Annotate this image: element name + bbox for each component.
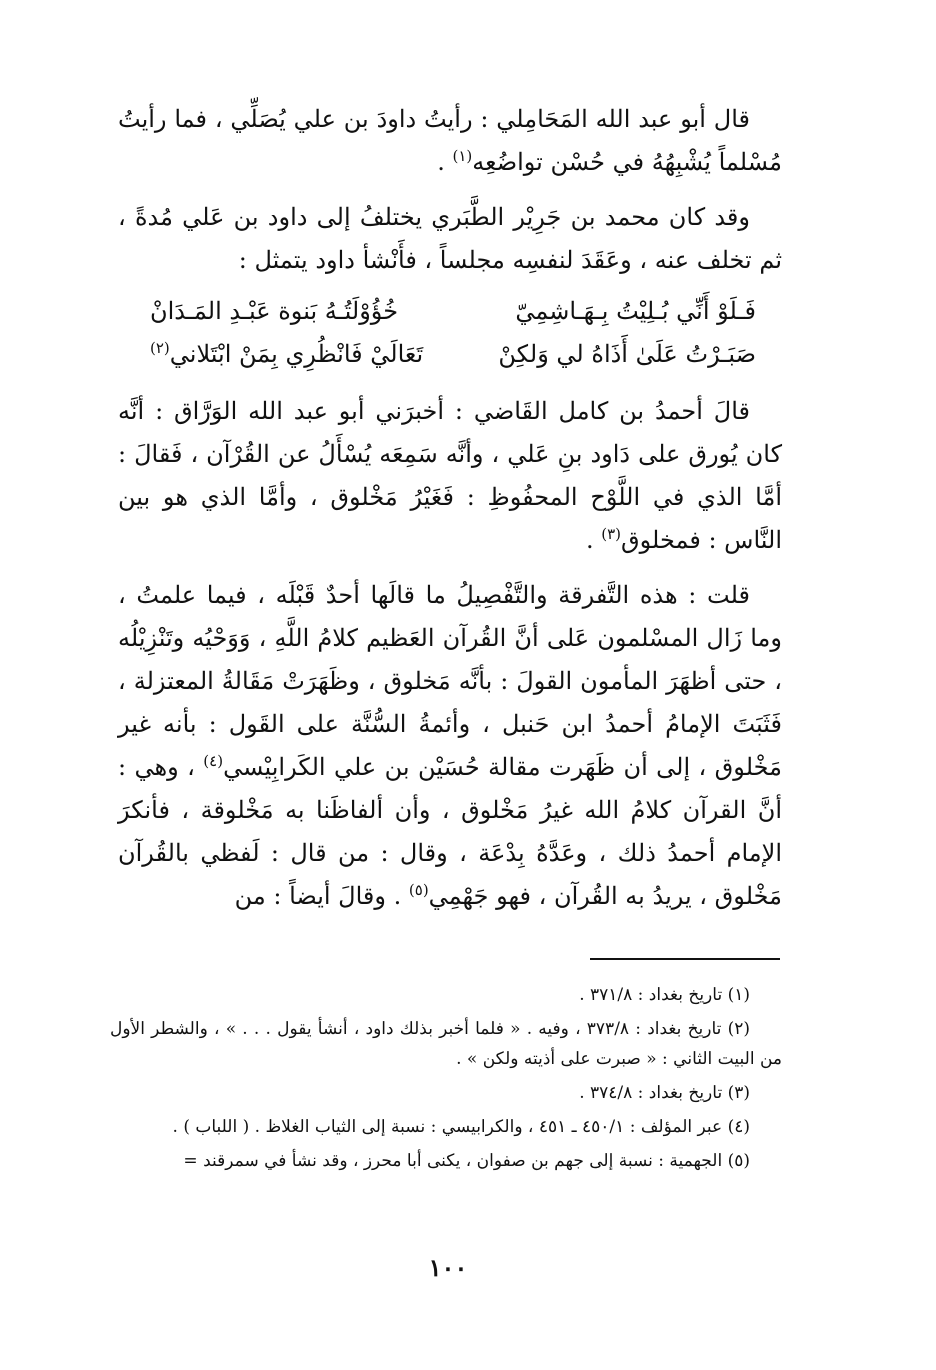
footnote-1: (١) تاريخ بغداد : ٣٧١/٨ . xyxy=(579,985,750,1005)
footnote-ref-1[interactable]: (١) xyxy=(452,147,473,165)
paragraph-3-text: قالَ أحمدُ بن كامل القَاضي : أخبرَني أبو عبد الله الوَرَّاق : أنَّه كان يُورق على دَاود بنِ عَلي ، وأنَّه سَمِعَه يُسْأَلُ عن القُرْآن ، فَقالَ : أمَّا الذي في اللَّوْح المحفُوظِ : فَغَيْرُ مَخْلوق ، وأمَّا الذي هو بين النَّاس : فمخلوق xyxy=(118,397,782,554)
footnote-4: (٤) عبر المؤلف : ٤٥٠/١ ـ ٤٥١ ، والكرابيسي : نسبة إلى الثياب الغلاظ . ( اللباب ) . xyxy=(172,1117,750,1137)
paragraph-1 xyxy=(118,98,782,184)
footnote-5: (٥) الجهمية : نسبة إلى جهم بن صفوان ، يكنى أبا محرز ، وقد نشأ في سمرقند = xyxy=(183,1151,750,1171)
verse-1 xyxy=(118,290,782,333)
paragraph-4 xyxy=(118,574,782,918)
footnotes xyxy=(110,980,782,1180)
paragraph-3 xyxy=(118,390,782,562)
footnote-ref-3[interactable]: (٣) xyxy=(601,525,622,543)
footnote-ref-5[interactable]: (٥) xyxy=(408,881,429,899)
verse-2-first-hemistich: صَبَـرْتُ عَلَىٰ أَذَاهُ لي وَلكِنْ xyxy=(498,340,756,368)
verse-1-second-hemistich: خُؤُوْلَتُـهُ بَنوة عَبْـدِ المَـدَانْ xyxy=(150,297,399,325)
verse-2 xyxy=(118,333,782,376)
paragraph-1-text: قال أبو عبد الله المَحَامِلي : رأيتُ داودَ بن علي يُصَلِّي ، فما رأيتُ مُسْلماً يُشْبِهُهُ في حُسْن تواضُعِه xyxy=(118,105,782,176)
paragraph-2-text: وقد كان محمد بن جَرِيْر الطَّبَري يختلفُ إلى داود بن عَلي مُدةً ، ثم تخلف عنه ، وعَقَدَ لنفسِه مجلساً ، فأَنْشأ داود يتمثل : xyxy=(118,203,782,274)
paragraph-3-end: . xyxy=(585,526,602,554)
paragraph-4-end: . وقالَ أيضاً : من xyxy=(234,882,409,910)
poem xyxy=(118,290,782,376)
paragraph-1-end: . xyxy=(437,148,453,176)
paragraph-4-text: قلت : هذه التَّفرقة والتَّفْصِيلُ ما قالَها أحدٌ قَبْلَه ، فيما علمتُ ، وما زَال المسْلمون عَلى أنَّ القُرآن العَظيم كلامُ اللَّهِ ، وَوَحْيُه وتَنْزِيْلُه ، حتى أظهَرَ المأمون القولَ : بأنَّه مَخلوق ، وظَهَرَتْ مَقَالةُ المعتزلة ، فَثَبَتَ الإمامُ أحمدُ ابن حَنبل ، وأئمةُ السُّنَّة على القَول : بأنه غير مَخْلوق ، إلى أن ظَهَرت مقالة حُسَيْن بن علي الكَرابِيْسي xyxy=(118,581,782,781)
verse-2-second-hemistich-wrap xyxy=(150,333,423,376)
footnote-3: (٣) تاريخ بغداد : ٣٧٤/٨ . xyxy=(579,1083,750,1103)
footnote-divider xyxy=(590,958,780,960)
verse-2-second-hemistich: تَعَالَيْ فَانْظُرِي بِمَنْ ابْتَلاني xyxy=(169,340,424,368)
verse-1-first-hemistich: فَـلَوْ أَنِّي بُـلِيْتُ بِـهَـاشِمِيّ xyxy=(515,297,756,325)
paragraph-2 xyxy=(118,196,782,282)
footnote-ref-2[interactable]: (٢) xyxy=(150,339,170,357)
footnote-2: (٢) تاريخ بغداد : ٣٧٣/٨ ، وفيه . « فلما أخبر بذلك داود ، أنشأ يقول . . . » ، والشطر الأول من البيت الثاني : « صبرت على أذيته ولكن » . xyxy=(110,1019,782,1069)
paragraph-4-middle: ، وهي : أنَّ القرآن كلامُ الله غيرُ مَخْلوق ، وأن ألفاظَنا به مَخْلوقة ، فأنكرَ الإمام أحمدُ ذلك ، وعَدَّهُ بِدْعَة ، وقال : من قال : لَفظي بالقُرآن مَخْلوق ، يريدُ به القُرآن ، فهو جَهْمِي xyxy=(118,753,782,910)
page-number: ١٠٠ xyxy=(428,1253,468,1282)
footnote-ref-4[interactable]: (٤) xyxy=(203,752,224,770)
main-text xyxy=(118,98,782,930)
